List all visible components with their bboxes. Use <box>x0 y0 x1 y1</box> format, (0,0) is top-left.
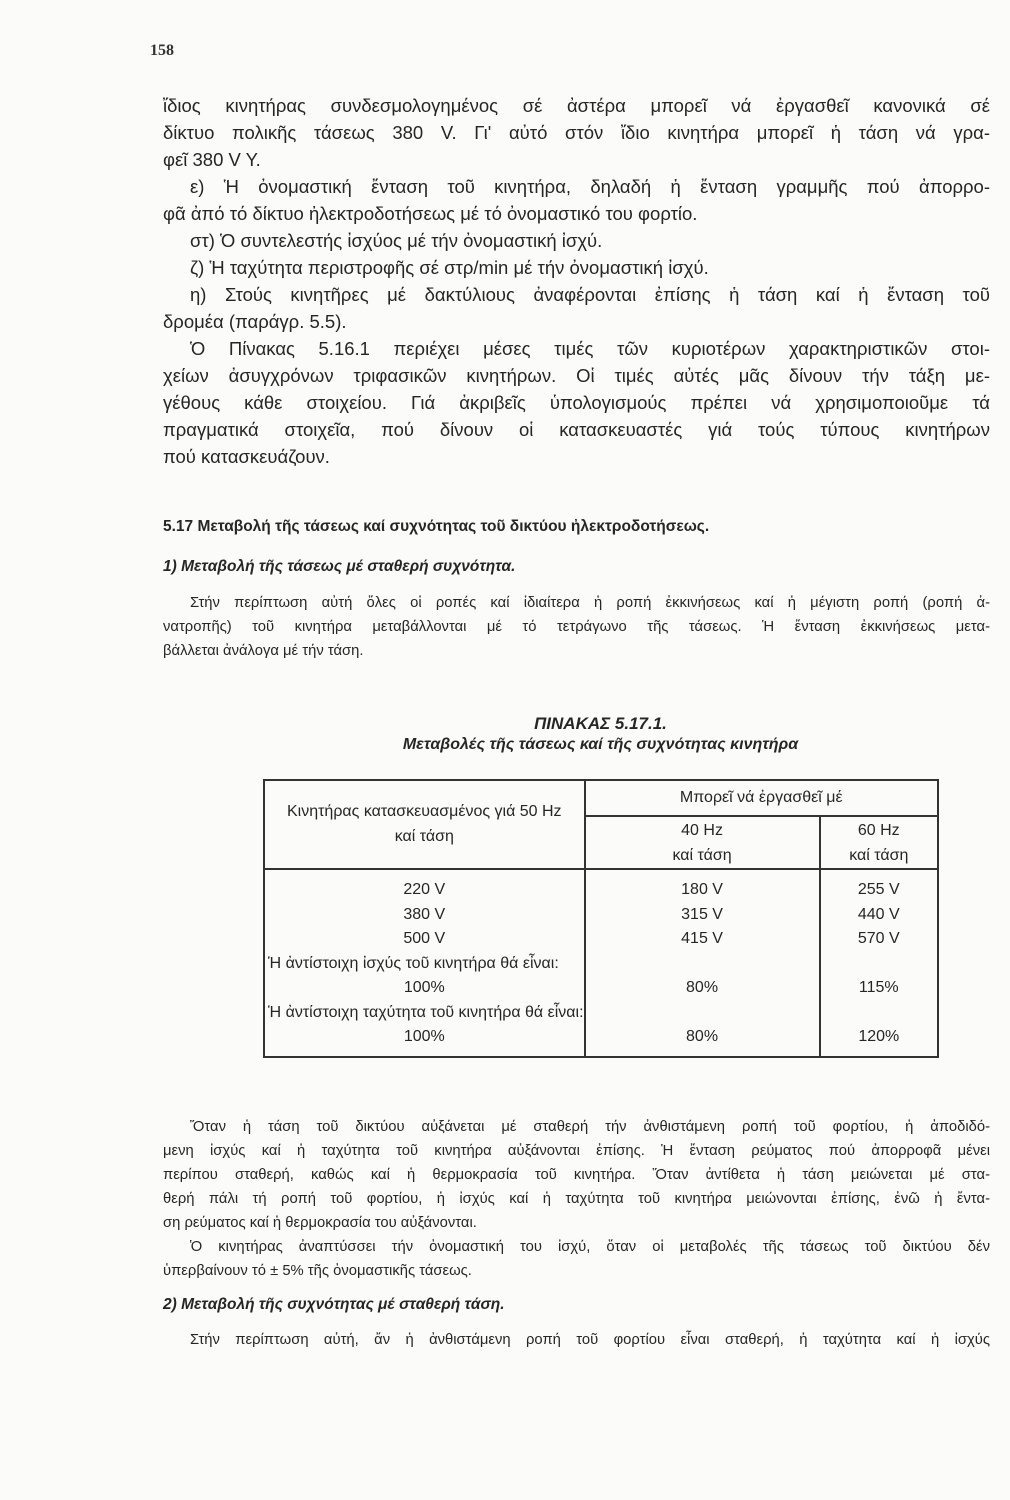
after-table-text <box>163 1115 990 1283</box>
header-text: καί τάση <box>394 827 454 845</box>
text-line: Στήν περίπτωση αὐτή, ἄν ἡ ἀνθιστάμενη ροπή τοῦ φορτίου εἶναι σταθερή, ἡ ταχύτητα καί ἡ ἰσχύς <box>190 1332 990 1348</box>
text-line: Ὁ Πίνακας 5.16.1 περιέχει μέσες τιμές τῶν κυριοτέρων χαρακτηριστικῶν στοι- <box>190 338 990 359</box>
text-line: μενη ἰσχύς καί ἡ ταχύτητα τοῦ κινητήρα αὐξάνονται ἐπίσης. Ἡ ἔνταση ρεύματος πού ἀπορροφᾶ μένει <box>163 1143 990 1159</box>
text-line: ε) Ἡ ὀνομαστική ἔνταση τοῦ κινητήρα, δηλαδή ἡ ἔνταση γραμμῆς πού ἀπορρο- <box>190 176 990 197</box>
text-line: ση ρεύματος καί ἡ θερμοκρασία του αὐξάνονται. <box>163 1215 477 1231</box>
header-text: καί τάση <box>849 846 909 864</box>
subsection-heading-2: 2) Μεταβολή τῆς συχνότητας μέ σταθερή τάση. <box>163 1296 505 1313</box>
speed-label: Ἡ ἀντίστοιχη ταχύτητα τοῦ κινητήρα θά εἶναι: <box>268 1003 584 1021</box>
table-cell: 80% <box>686 979 719 996</box>
table-cell: 115% <box>858 979 899 996</box>
text-line: Ὁ κινητήρας ἀναπτύσσει τήν ὀνομαστική του ἰσχύ, ὅταν οἱ μεταβολές τῆς τάσεως τοῦ δικτύου δέν <box>190 1239 990 1255</box>
text-line: Στήν περίπτωση αὐτή ὅλες οἱ ροπές καί ἰδιαίτερα ἡ ροπή ἐκκινήσεως καί ἡ μέγιστη ροπή (ροπή ἀ- <box>190 595 990 611</box>
column-40hz <box>585 869 820 1057</box>
header-cell <box>264 780 585 869</box>
table-cell: 80% <box>686 1028 719 1045</box>
text-line: χείων ἀσυγχρόνων τριφασικῶν κινητήρων. Οἱ τιμές αὐτές μᾶς δίνουν τήν τάξη με- <box>163 365 990 386</box>
header-text: 60 Hz <box>857 822 900 839</box>
text-line: φεῖ 380 V Y. <box>163 149 261 170</box>
header-text: 40 Hz <box>681 822 723 839</box>
table-cell: 380 V <box>403 905 446 923</box>
intro-text <box>163 92 990 470</box>
text-line: νατροπῆς) τοῦ κινητήρα μεταβάλλονται μέ τό τετράγωνο τῆς τάσεως. Ἡ ἔνταση ἐκκινήσεως μετα- <box>163 619 990 635</box>
page-number: 158 <box>150 42 174 59</box>
power-label: Ἡ ἀντίστοιχη ἰσχύς τοῦ κινητήρα θά εἶναι: <box>268 954 559 972</box>
voltage-frequency-table <box>263 779 939 1058</box>
table-cell: 220 V <box>403 881 446 898</box>
text-line: δρομέα (παράγρ. 5.5). <box>163 311 347 332</box>
text-line: πού κατασκευάζουν. <box>163 446 330 467</box>
text-line: θερή πάλι τή ροπή τοῦ φορτίου, ἡ ἰσχύς καί ἡ ταχύτητα τοῦ κινητήρα μειώνονται ἐπίσης, ἐνῶ ἡ ἔντα- <box>163 1191 990 1207</box>
text-line: η) Στούς κινητῆρες μέ δακτύλιους ἀναφέρονται ἐπίσης ἡ τάση καί ἡ ἔνταση τοῦ <box>190 284 990 305</box>
table-cell: 180 V <box>681 881 723 898</box>
table-subtitle: Μεταβολές τῆς τάσεως καί τῆς συχνότητας κινητήρα <box>402 736 799 753</box>
section-paragraph <box>163 591 990 663</box>
text-line: γέθους κάθε στοιχείου. Γιά ἀκριβεῖς ὑπολογισμούς πρέπει νά χρησιμοποιοῦμε τά <box>163 392 990 413</box>
subsection-heading: 1) Μεταβολή τῆς τάσεως μέ σταθερή συχνότητα. <box>163 558 516 575</box>
header-cell <box>820 816 938 869</box>
table-cell: 100% <box>403 979 445 996</box>
text-line: ζ) Ἡ ταχύτητα περιστροφῆς σέ στρ/min μέ τήν ὀνομαστική ἰσχύ. <box>190 257 709 278</box>
text-line: περίπου σταθερή, καθώς καί ἡ θερμοκρασία τοῦ κινητήρα. Ὅταν ἀντίθετα ἡ τάση μειώνεται μέ στα- <box>163 1167 990 1183</box>
table-cell: 415 V <box>681 930 723 947</box>
section-heading: 5.17 Μεταβολή τῆς τάσεως καί συχνότητας τοῦ δικτύου ἠλεκτροδοτήσεως. <box>163 518 710 535</box>
table-cell: 570 V <box>857 930 900 947</box>
table-title: ΠΙΝΑΚΑΣ 5.17.1. <box>534 714 667 733</box>
table-cell: 440 V <box>857 905 900 923</box>
text-line: στ) Ὁ συντελεστής ἰσχύος μέ τήν ὀνομαστική ἰσχύ. <box>190 230 603 251</box>
table-cell: 100% <box>403 1028 445 1045</box>
text-line: φᾶ ἀπό τό δίκτυο ἠλεκτροδοτήσεως μέ τό ὀνομαστικό του φορτίο. <box>163 203 698 224</box>
text-line: ὑπερβαίνουν τό ± 5% τῆς ὀνομαστικῆς τάσεως. <box>163 1263 472 1279</box>
table-cell: 120% <box>858 1028 900 1045</box>
column-60hz <box>820 869 938 1057</box>
text-line: ἴδιος κινητήρας συνδεσμολογημένος σέ ἀστέρα μπορεῖ νά ἐργασθεῖ κανονικά σέ <box>163 95 990 116</box>
text-line: δίκτυο πολικῆς τάσεως 380 V. Γι' αὐτό στόν ἴδιο κινητήρα μπορεῖ ἡ τάση νά γρα- <box>163 122 990 143</box>
column-50hz <box>264 869 585 1057</box>
text-line: πραγματικά στοιχεῖα, πού δίνουν οἱ κατασκευαστές γιά τούς τύπους κινητήρων <box>163 419 990 440</box>
table-body <box>264 869 938 1057</box>
text-line: Ὅταν ἡ τάση τοῦ δικτύου αὐξάνεται μέ σταθερή τήν ἀνθιστάμενη ροπή τοῦ φορτίου, ἡ ἀποδιδό- <box>190 1119 990 1135</box>
table-cell: 255 V <box>857 881 900 898</box>
table-cell: 315 V <box>681 905 723 923</box>
text-line: βάλλεται ἀνάλογα μέ τήν τάση. <box>163 643 364 659</box>
final-paragraph <box>163 1328 990 1352</box>
table-cell: 500 V <box>403 930 446 947</box>
header-text: Κινητήρας κατασκευασμένος γιά 50 Hz <box>286 803 562 820</box>
header-text: καί τάση <box>672 846 732 864</box>
group-header: Μπορεῖ νά ἐργασθεῖ μέ <box>585 780 938 816</box>
header-cell <box>585 816 820 869</box>
